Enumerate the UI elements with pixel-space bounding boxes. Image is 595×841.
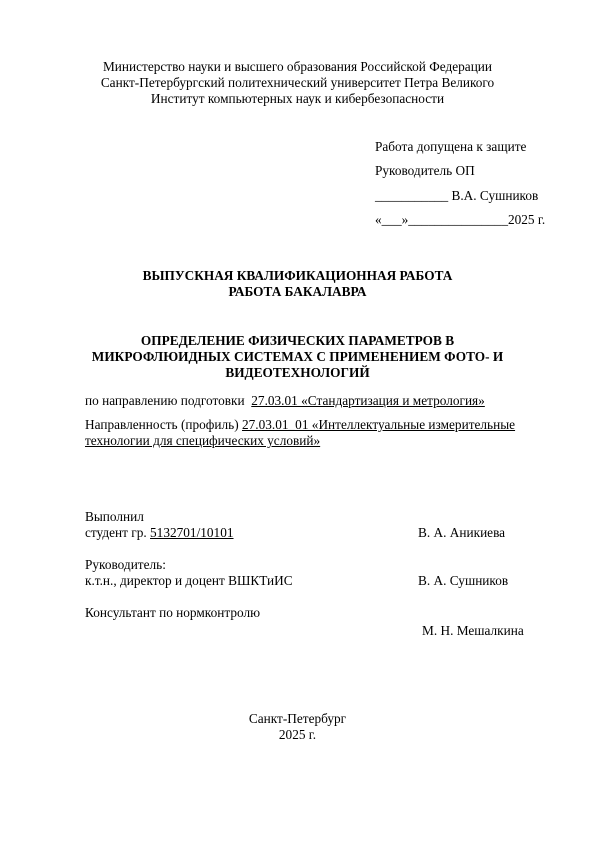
student-prefix: студент гр.	[85, 525, 147, 540]
footer-year: 2025 г.	[278, 727, 317, 742]
topic-line-2: МИКРОФЛЮИДНЫХ СИСТЕМАХ С ПРИМЕНЕНИЕМ ФОТО- И	[91, 349, 504, 364]
topic-line-3: ВИДЕОТЕХНОЛОГИЙ	[225, 365, 370, 380]
program-head-signature: ___________ В.А. Сушников	[375, 188, 539, 203]
supervisor-name: В. А. Сушников	[418, 573, 509, 588]
student-group: 5132701/10101	[150, 525, 234, 540]
direction-label: по направлению подготовки	[85, 393, 245, 408]
ministry-line: Министерство науки и высшего образования Российской Федерации	[102, 59, 493, 74]
work-type-title: ВЫПУСКНАЯ КВАЛИФИКАЦИОННАЯ РАБОТА	[142, 268, 453, 283]
profile-line	[85, 417, 515, 433]
work-type-subtitle: РАБОТА БАКАЛАВРА	[228, 284, 367, 299]
direction-line	[85, 393, 485, 409]
consultant-label: Консультант по нормконтролю	[85, 605, 261, 620]
direction-value: 27.03.01 «Стандартизация и метрология»	[251, 393, 485, 408]
student-line	[85, 525, 234, 541]
performed-label: Выполнил	[85, 509, 144, 524]
supervisor-label: Руководитель:	[85, 557, 166, 572]
approval-date: «___»_______________2025 г.	[375, 212, 546, 227]
institute-line: Институт компьютерных наук и кибербезопасности	[150, 91, 445, 106]
footer-city: Санкт-Петербург	[248, 711, 347, 726]
profile-value-2: технологии для специфических условий»	[85, 433, 321, 448]
supervisor-position: к.т.н., директор и доцент ВШКТиИС	[85, 573, 293, 588]
admitted-to-defense: Работа допущена к защите	[375, 139, 527, 154]
profile-label: Направленность (профиль)	[85, 417, 239, 432]
university-line: Санкт-Петербургский политехнический университет Петра Великого	[100, 75, 495, 90]
program-head-label: Руководитель ОП	[375, 163, 475, 178]
profile-value-1: 27.03.01_01 «Интеллектуальные измерительные	[241, 417, 516, 432]
student-name: В. А. Аникиева	[418, 525, 506, 540]
consultant-name: М. Н. Мешалкина	[422, 623, 524, 638]
topic-line-1: ОПРЕДЕЛЕНИЕ ФИЗИЧЕСКИХ ПАРАМЕТРОВ В	[140, 333, 455, 348]
